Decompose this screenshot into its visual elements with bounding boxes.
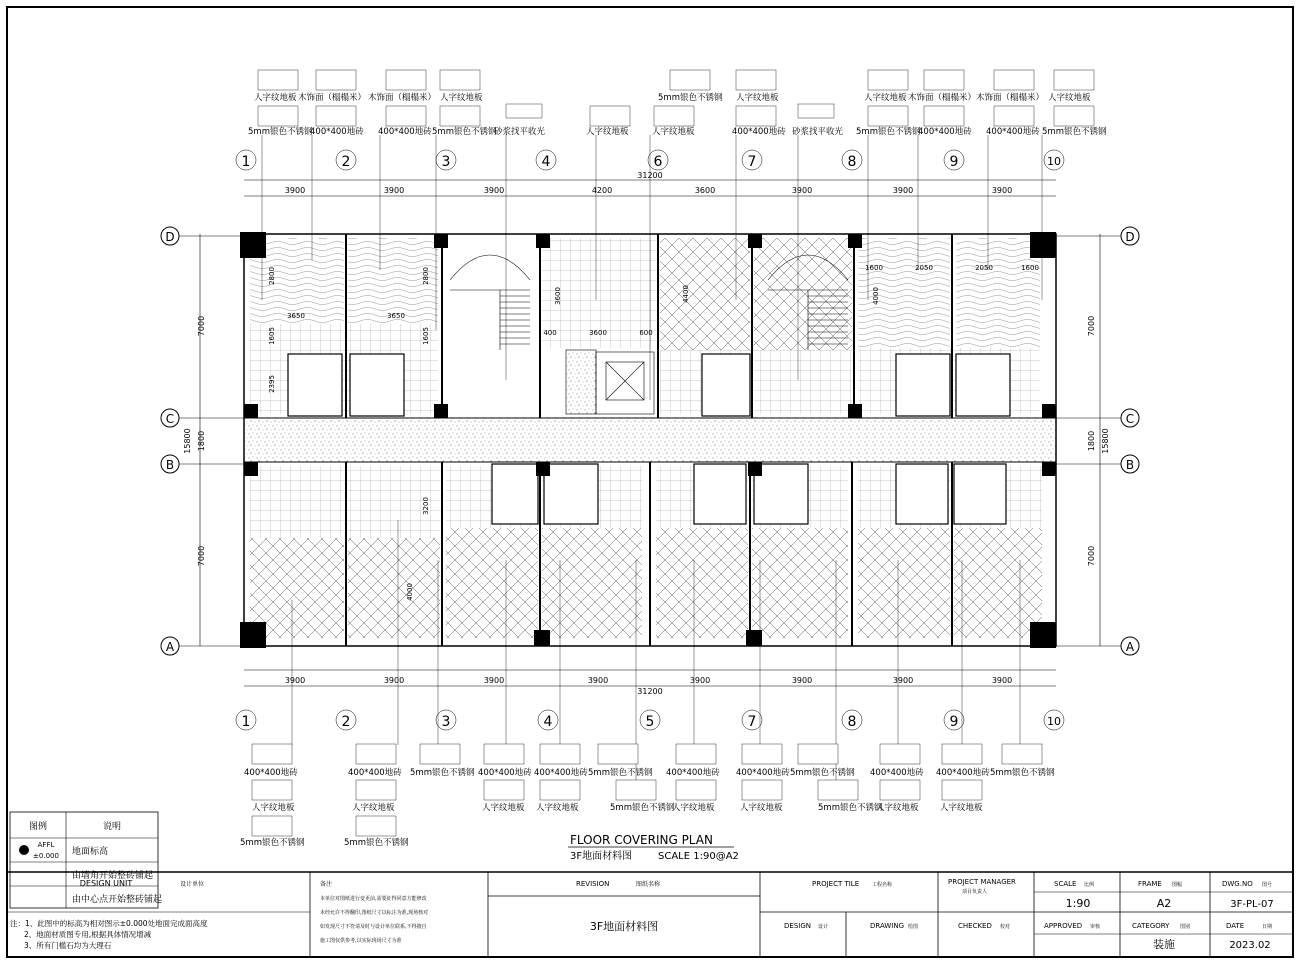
dim: 2800 bbox=[268, 267, 276, 285]
design-unit-cn: 设计单位 bbox=[180, 881, 205, 888]
drawing-label-en: DRAWING bbox=[870, 922, 905, 930]
row-label: A bbox=[1125, 640, 1135, 654]
dim: 3600 bbox=[589, 329, 607, 337]
drawing-name: 3F地面材料图 bbox=[589, 920, 659, 933]
axis-label: 3 bbox=[441, 714, 451, 730]
dim: 4400 bbox=[682, 285, 690, 303]
dim: 3900 bbox=[483, 676, 505, 685]
dim: 3600 bbox=[554, 287, 562, 305]
dim: 3200 bbox=[422, 497, 430, 515]
row-label: B bbox=[165, 458, 175, 472]
axis-label: 1 bbox=[241, 154, 251, 170]
dim: 1600 bbox=[865, 264, 883, 272]
axis-label: 1 bbox=[241, 714, 251, 730]
legend-col2: 说明 bbox=[102, 822, 122, 832]
dim: 1605 bbox=[268, 327, 276, 345]
legend bbox=[10, 812, 162, 908]
design-label-cn: 设计 bbox=[818, 924, 829, 930]
callout-label: 5mm银色不锈钢 bbox=[1042, 127, 1107, 137]
dim: 600 bbox=[639, 329, 653, 337]
row-label: B bbox=[1125, 458, 1135, 472]
callout-label: 人字纹地板 bbox=[482, 803, 525, 813]
approved-label-en: APPROVED bbox=[1044, 922, 1083, 930]
dim: 1800 bbox=[197, 430, 206, 452]
dim: 3900 bbox=[587, 676, 609, 685]
callout-label: 400*400地砖 bbox=[478, 768, 532, 778]
remarks-text: 如发现尺寸不符请及时与设计单位联系,不得擅自 bbox=[320, 924, 427, 930]
callout-label: 400*400地砖 bbox=[936, 768, 990, 778]
callout-label: 5mm银色不锈钢 bbox=[588, 768, 653, 778]
dim: 3900 bbox=[383, 186, 405, 195]
axis-label: 9 bbox=[949, 714, 959, 730]
axis-label: 2 bbox=[341, 714, 351, 730]
dwg-value: 3F-PL-07 bbox=[1230, 899, 1274, 910]
dim: 1600 bbox=[1021, 264, 1039, 272]
legend-affl: AFFL bbox=[37, 841, 55, 849]
row-label: C bbox=[165, 412, 175, 426]
callout-label: 人字纹地板 bbox=[864, 93, 907, 103]
dim: 1800 bbox=[1087, 430, 1096, 452]
dim: 3900 bbox=[689, 676, 711, 685]
callout-label: 砂浆找平收光 bbox=[494, 127, 546, 137]
callout-label: 人字纹地板 bbox=[1048, 93, 1091, 103]
dim: 3900 bbox=[284, 676, 306, 685]
dim: 3900 bbox=[791, 676, 813, 685]
callout-label: 400*400地砖 bbox=[736, 768, 790, 778]
category-label-cn: 图别 bbox=[1180, 924, 1191, 930]
remarks-label: 备注 bbox=[320, 881, 333, 888]
dim: 15800 bbox=[1101, 428, 1110, 454]
category-value: 装施 bbox=[1153, 938, 1175, 951]
dim: 2050 bbox=[975, 264, 993, 272]
callout-label: 木饰面（榻榻米） bbox=[976, 93, 1045, 103]
dim: 3900 bbox=[892, 676, 914, 685]
title-block-text bbox=[10, 878, 1274, 951]
callout-label: 5mm银色不锈钢 bbox=[790, 768, 855, 778]
remarks-text: 本单位对图纸进行变更前,需要征得同意方能修改 bbox=[320, 896, 427, 902]
note-line: 2、地面材质图专用,根据具体情况增减 bbox=[24, 930, 152, 939]
callout-label: 5mm银色不锈钢 bbox=[856, 127, 921, 137]
row-label: D bbox=[1125, 230, 1135, 244]
dim: 1605 bbox=[422, 327, 430, 345]
drawing-label-cn: 绘图 bbox=[908, 924, 919, 930]
callout-label: 400*400地砖 bbox=[870, 768, 924, 778]
frame-value: A2 bbox=[1156, 897, 1172, 910]
dim: 400 bbox=[543, 329, 557, 337]
callout-label: 5mm银色不锈钢 bbox=[240, 838, 305, 848]
top-dims bbox=[285, 186, 1012, 195]
axis-label: 6 bbox=[653, 154, 663, 170]
callout-label: 400*400地砖 bbox=[348, 768, 402, 778]
dim: 15800 bbox=[183, 428, 192, 454]
axis-label: 4 bbox=[543, 714, 553, 730]
callout-label: 400*400地砖 bbox=[244, 768, 298, 778]
bottom-callout-tags bbox=[252, 744, 1042, 836]
callout-label: 人字纹地板 bbox=[940, 803, 983, 813]
callout-label: 5mm银色不锈钢 bbox=[432, 127, 497, 137]
legend-desc: 由墙角开始整砖铺起 bbox=[72, 871, 154, 881]
dim: 7000 bbox=[1087, 545, 1096, 567]
project-title-en: PROJECT TILE bbox=[812, 880, 860, 888]
callout-label: 砂浆找平收光 bbox=[792, 127, 844, 137]
overall-dim-top: 31200 bbox=[637, 171, 663, 180]
scale-label-cn: 比例 bbox=[1084, 882, 1095, 888]
callout-label: 400*400地砖 bbox=[986, 127, 1040, 137]
category-label-en: CATEGORY bbox=[1132, 922, 1170, 930]
dwg-label-en: DWG.NO bbox=[1222, 880, 1253, 888]
callout-label: 5mm银色不锈钢 bbox=[990, 768, 1055, 778]
dim: 3900 bbox=[383, 676, 405, 685]
scale-label-en: SCALE bbox=[1054, 880, 1077, 888]
dim: 3600 bbox=[694, 186, 716, 195]
axis-label: 2 bbox=[341, 154, 351, 170]
overall-dim-bottom: 31200 bbox=[637, 687, 663, 696]
date-value: 2023.02 bbox=[1229, 940, 1271, 951]
scale-value: 1:90 bbox=[1065, 897, 1091, 910]
design-unit-en: DESIGN UNIT bbox=[79, 879, 133, 888]
callout-label: 5mm银色不锈钢 bbox=[658, 93, 723, 103]
axis-label: 4 bbox=[541, 154, 551, 170]
note-line: 3、所有门槛石均为大理石 bbox=[24, 941, 112, 950]
axis-label: 10 bbox=[1047, 155, 1061, 168]
plan-scale: SCALE 1:90@A2 bbox=[658, 851, 739, 862]
callout-label: 5mm银色不锈钢 bbox=[818, 803, 883, 813]
row-label: A bbox=[165, 640, 175, 654]
callout-label: 人字纹地板 bbox=[740, 803, 783, 813]
remarks-text: 施工图仅供参考,以实际现场尺寸为准 bbox=[320, 938, 402, 944]
axis-label: 10 bbox=[1047, 715, 1061, 728]
project-manager-cn: 项目负责人 bbox=[962, 889, 988, 895]
callout-label: 木饰面（榻榻米） bbox=[298, 93, 367, 103]
dim: 7000 bbox=[197, 315, 206, 337]
bottom-dims bbox=[285, 676, 1012, 685]
remarks-text: 未经允许不得翻印,图纸尺寸以标注为准,现场核对 bbox=[320, 910, 429, 916]
callout-label: 人字纹地板 bbox=[252, 803, 295, 813]
approved-label-cn: 审核 bbox=[1090, 924, 1101, 930]
dim: 3900 bbox=[991, 186, 1013, 195]
callout-label: 人字纹地板 bbox=[876, 803, 919, 813]
axis-label: 8 bbox=[847, 154, 857, 170]
dim: 3900 bbox=[892, 186, 914, 195]
callout-label: 400*400地砖 bbox=[310, 127, 364, 137]
checked-label-cn: 校对 bbox=[1000, 924, 1011, 930]
affl-icon bbox=[19, 845, 29, 855]
dim: 2800 bbox=[422, 267, 430, 285]
legend-desc: 地面标高 bbox=[72, 847, 109, 857]
callout-label: 5mm银色不锈钢 bbox=[410, 768, 475, 778]
row-label: D bbox=[165, 230, 175, 244]
callout-label: 5mm银色不锈钢 bbox=[248, 127, 313, 137]
callout-label: 木饰面（榻榻米） bbox=[368, 93, 437, 103]
plan-title bbox=[568, 833, 739, 862]
callout-label: 人字纹地板 bbox=[536, 803, 579, 813]
date-label-cn: 日期 bbox=[1262, 924, 1273, 930]
axis-label: 3 bbox=[441, 154, 451, 170]
callout-label: 5mm银色不锈钢 bbox=[610, 803, 675, 813]
plan-title-cn: 3F地面材料图 bbox=[570, 851, 633, 862]
revision-cn: 图纸名称 bbox=[636, 881, 661, 888]
dim: 4000 bbox=[872, 287, 880, 305]
design-label-en: DESIGN bbox=[784, 922, 811, 930]
callout-label: 5mm银色不锈钢 bbox=[344, 838, 409, 848]
dim: 3650 bbox=[287, 312, 305, 320]
dim: 4200 bbox=[591, 186, 613, 195]
callout-label: 400*400地砖 bbox=[732, 127, 786, 137]
dim: 7000 bbox=[197, 545, 206, 567]
legend-col1: 图例 bbox=[28, 822, 48, 832]
callout-label: 人字纹地板 bbox=[736, 93, 779, 103]
callout-label: 400*400地砖 bbox=[378, 127, 432, 137]
row-label: C bbox=[1125, 412, 1135, 426]
revision-en: REVISION bbox=[576, 880, 610, 888]
dim: 2050 bbox=[915, 264, 933, 272]
dim: 3900 bbox=[483, 186, 505, 195]
dwg-label-cn: 图号 bbox=[1262, 882, 1273, 888]
legend-affl-value: ±0.000 bbox=[33, 852, 59, 860]
axis-label: 9 bbox=[949, 154, 959, 170]
callout-label: 人字纹地板 bbox=[586, 127, 629, 137]
dim: 4000 bbox=[406, 583, 414, 601]
callout-label: 人字纹地板 bbox=[440, 93, 483, 103]
axis-label: 8 bbox=[847, 714, 857, 730]
dim: 3900 bbox=[284, 186, 306, 195]
dim: 3900 bbox=[791, 186, 813, 195]
callout-label: 木饰面（榻榻米） bbox=[908, 93, 977, 103]
callout-label: 400*400地砖 bbox=[666, 768, 720, 778]
date-label-en: DATE bbox=[1226, 922, 1245, 930]
callout-label: 400*400地砖 bbox=[918, 127, 972, 137]
project-title-cn: 工程名称 bbox=[872, 882, 893, 888]
note-line: 注：1、此图中的标高为相对图示±0.000处地面完成面高度 bbox=[10, 919, 208, 928]
callout-label: 人字纹地板 bbox=[352, 803, 395, 813]
callout-label: 400*400地砖 bbox=[534, 768, 588, 778]
checked-label-en: CHECKED bbox=[958, 922, 992, 930]
dim: 3650 bbox=[387, 312, 405, 320]
axis-label: 5 bbox=[645, 714, 655, 730]
frame-label-cn: 图幅 bbox=[1172, 882, 1183, 888]
frame-label-en: FRAME bbox=[1138, 880, 1162, 888]
dim: 2395 bbox=[268, 375, 276, 393]
callout-label: 人字纹地板 bbox=[652, 127, 695, 137]
callout-label: 人字纹地板 bbox=[254, 93, 297, 103]
legend-desc: 由中心点开始整砖铺起 bbox=[72, 895, 163, 905]
dim: 3900 bbox=[991, 676, 1013, 685]
axis-label: 7 bbox=[747, 154, 757, 170]
dim: 7000 bbox=[1087, 315, 1096, 337]
project-manager-en: PROJECT MANAGER bbox=[948, 878, 1016, 886]
axis-label: 7 bbox=[747, 714, 757, 730]
callout-label: 人字纹地板 bbox=[672, 803, 715, 813]
plan-title-en: FLOOR COVERING PLAN bbox=[570, 833, 713, 847]
floor-plan bbox=[240, 232, 1056, 648]
